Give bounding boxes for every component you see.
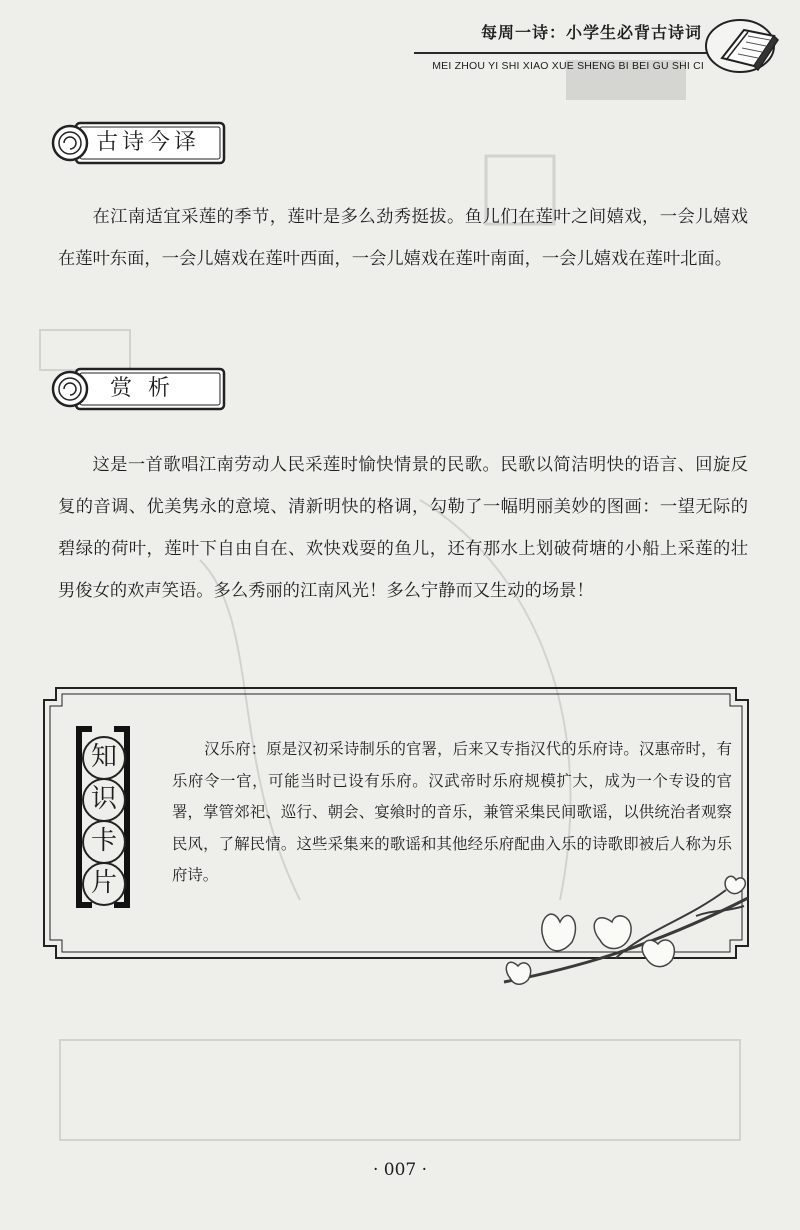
section-title-plaque-appreciation: [48, 366, 228, 412]
section-title: 赏析: [109, 376, 186, 401]
knowledge-card-badge: [70, 722, 136, 912]
badge-char: 片: [82, 862, 126, 906]
appreciation-paragraph: [58, 444, 748, 612]
page-number: · 007 ·: [372, 1160, 428, 1180]
knowledge-card-text-block: [172, 734, 732, 892]
header-pinyin: MEI ZHOU YI SHI XIAO XUE SHENG BI BEI GU SHI CI: [432, 60, 704, 72]
header-title: 每周一诗：小学生必背古诗词: [480, 23, 702, 42]
appreciation-text: 这是一首歌唱江南劳动人民采莲时愉快情景的民歌。民歌以简洁明快的语言、回旋反复的音调、优美隽永的意境、清新明快的格调，勾勒了一幅明丽美妙的图画：一望无际的碧绿的荷叶，莲叶下自由自在、欢快戏耍的鱼儿，还有那水上划破荷塘的小船上采莲的壮男俊女的欢声笑语。多么秀丽的江南风光！多么宁静而又生动的场景！: [58, 455, 748, 601]
badge-char: 卡: [82, 820, 126, 864]
knowledge-card-text: 汉乐府：原是汉初采诗制乐的官署，后来又专指汉代的乐府诗。汉惠帝时，有乐府令一官，可能当时已设有乐府。汉武帝时乐府规模扩大，成为一个专设的官署，掌管郊祀、巡行、朝会、宴飨时的音乐，兼管采集民间歌谣，以供统治者观察民风，了解民情。这些采集来的歌谣和其他经乐府配曲入乐的诗歌即被后人称为乐府诗。: [172, 740, 732, 884]
badge-char: 识: [82, 778, 126, 822]
badge-char: 知: [82, 736, 126, 780]
running-header: [434, 16, 774, 78]
book-icon: [704, 14, 786, 76]
magnolia-branch-illustration: [496, 870, 756, 994]
header-rule: [414, 52, 714, 54]
translation-text: 在江南适宜采莲的季节，莲叶是多么劲秀挺拔。鱼儿们在莲叶之间嬉戏，一会儿嬉戏在莲叶东面，一会儿嬉戏在莲叶西面，一会儿嬉戏在莲叶南面，一会儿嬉戏在莲叶北面。: [58, 207, 748, 269]
translation-paragraph: [58, 196, 748, 280]
section-title-plaque-translation: [48, 120, 228, 166]
section-title: 古诗今译: [95, 130, 200, 155]
